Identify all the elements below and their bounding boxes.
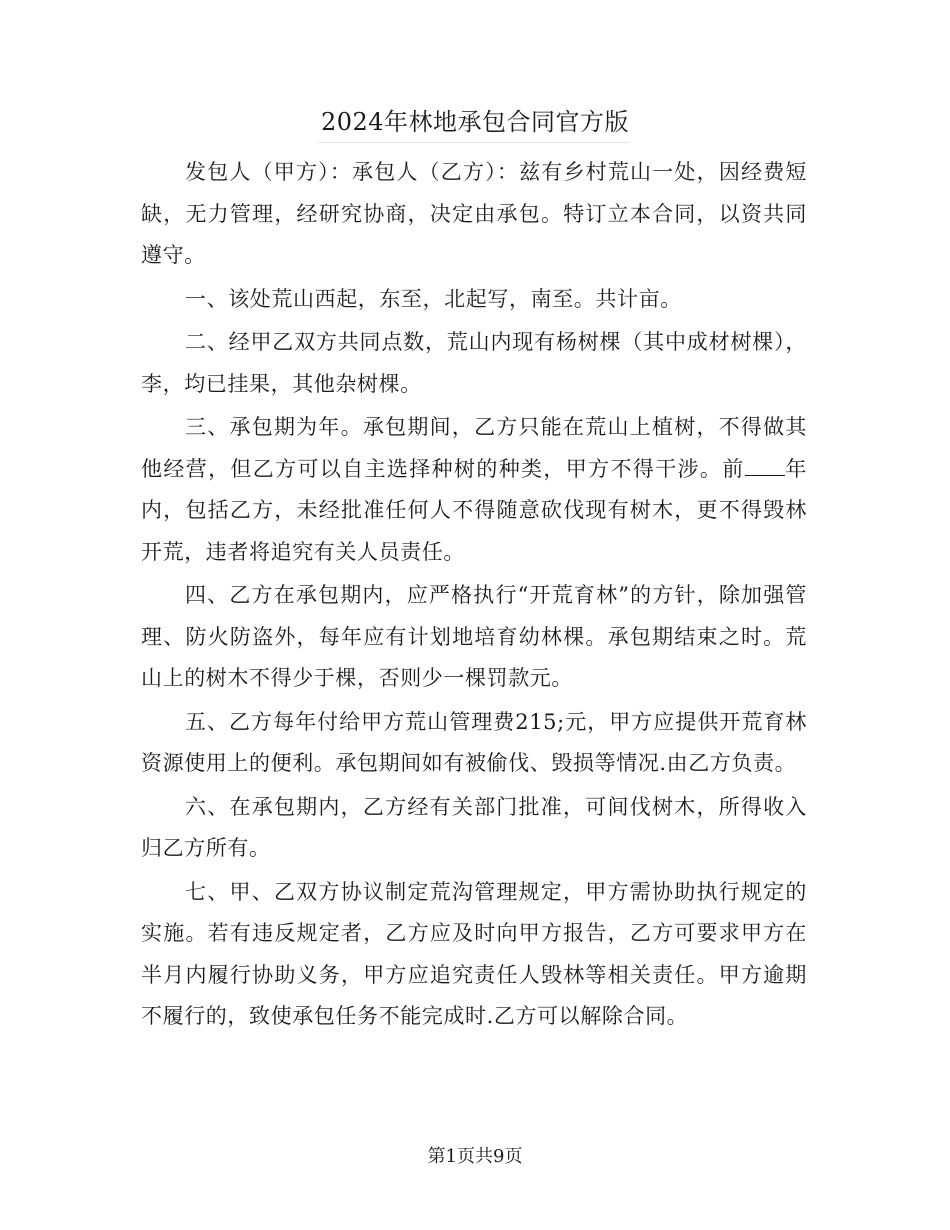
fill-in-blank — [745, 457, 785, 476]
paragraph-2: 二、经甲乙双方共同点数，荒山内现有杨树棵（其中成材树棵），李，均已挂果，其他杂树棵。 — [141, 330, 807, 396]
paragraph-3 — [141, 407, 807, 573]
paragraph-6: 六、在承包期内，乙方经有关部门批准，可间伐树木，所得收入归乙方所有。 — [141, 794, 807, 860]
document-title: 2024年林地承包合同官方版 — [320, 108, 630, 136]
paragraph-1: 一、该处荒山西起，东至，北起写，南至。共计亩。 — [185, 286, 682, 311]
paragraph-3-part-2: 年内，包括乙方，未经批准任何人不得随意砍伐现有树木，更不得毁林开荒，违者将追究有关人员责任。 — [141, 456, 807, 564]
paragraph-4: 四、乙方在承包期内，应严格执行“开荒育林”的方针，除加强管理、防火防盗外，每年应有计划地培育幼林棵。承包期结束之时。荒山上的树木不得少于棵，否则少一棵罚款元。 — [141, 583, 807, 690]
paragraph-5: 五、乙方每年付给甲方荒山管理费215;元，甲方应提供开荒育林资源使用上的便利。承包期间如有被偷伐、毁损等情况.由乙方负责。 — [141, 709, 807, 775]
paragraph-7: 七、甲、乙双方协议制定荒沟管理规定，甲方需协助执行规定的实施。若有违反规定者，乙方应及时向甲方报告，乙方可要求甲方在半月内履行协助义务，甲方应追究责任人毁林等相关责任。甲方逾期不履行的，致使承包任务不能完成时.乙方可以解除合同。 — [141, 879, 807, 1028]
paragraph-intro: 发包人（甲方）：承包人（乙方）：兹有乡村荒山一处，因经费短缺，无力管理，经研究协商，决定由承包。特订立本合同，以资共同遵守。 — [141, 160, 807, 267]
document-body — [141, 152, 807, 1040]
paragraph-3-part-1: 三、承包期为年。承包期间，乙方只能在荒山上植树，不得做其他经营，但乙方可以自主选择种树的种类，甲方不得干涉。前 — [141, 415, 807, 481]
title-underline — [318, 142, 630, 143]
page-number-footer: 第1页共9页 — [427, 1146, 523, 1167]
